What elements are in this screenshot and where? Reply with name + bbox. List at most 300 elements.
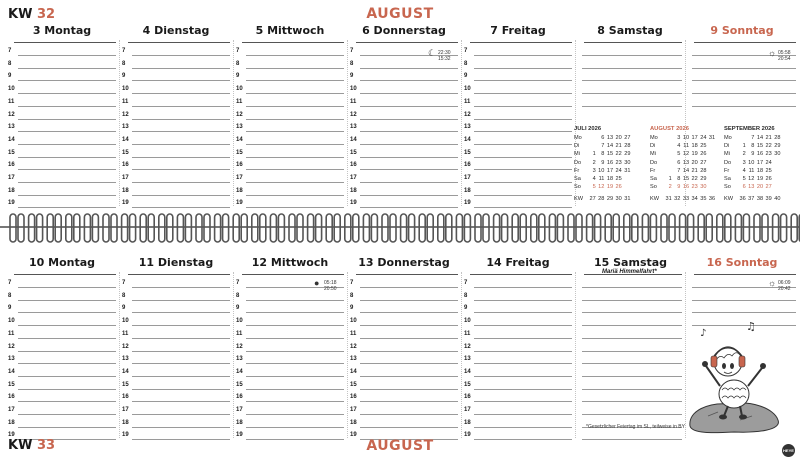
hour-line[interactable] — [18, 325, 116, 326]
calendar-day: 15 — [756, 143, 764, 150]
hour-line[interactable] — [360, 287, 458, 288]
weekday-label: Mi — [650, 151, 656, 158]
binding-ring — [130, 214, 136, 242]
calendar-day: 25 — [615, 176, 622, 183]
calendar-day: 28 — [700, 167, 707, 174]
hour-line[interactable] — [246, 144, 344, 145]
hour-label: 16 — [350, 394, 357, 401]
hour-label: 8 — [8, 292, 12, 299]
hour-line[interactable] — [474, 131, 572, 132]
hour-line[interactable] — [132, 119, 230, 120]
hour-line[interactable] — [132, 401, 230, 402]
mini-calendar-title: JULI 2026 — [574, 126, 602, 132]
hour-label: 15 — [464, 381, 471, 388]
hour-label: 13 — [236, 124, 243, 131]
hour-label: 19 — [350, 200, 357, 207]
hour-line[interactable] — [132, 80, 230, 81]
binding-ring — [363, 214, 369, 242]
week-number: 39 — [765, 196, 772, 203]
hour-line[interactable] — [246, 55, 344, 56]
hour-line[interactable] — [246, 300, 344, 301]
weekday-label: Do — [724, 159, 732, 166]
note-line[interactable] — [692, 80, 796, 81]
note-line[interactable] — [582, 338, 682, 339]
hour-line[interactable] — [246, 169, 344, 170]
hour-line[interactable] — [360, 389, 458, 390]
calendar-day: 11 — [598, 176, 605, 183]
binding-ring — [762, 214, 768, 242]
hour-line[interactable] — [360, 144, 458, 145]
note-line[interactable] — [582, 300, 682, 301]
calendar-day: 9 — [601, 159, 605, 166]
note-line[interactable] — [582, 351, 682, 352]
hour-line[interactable] — [132, 363, 230, 364]
hour-label: 11 — [8, 98, 15, 105]
hour-line[interactable] — [132, 300, 230, 301]
mini-calendar-grid — [574, 134, 630, 191]
hour-line[interactable] — [246, 401, 344, 402]
hour-line[interactable] — [474, 427, 572, 428]
weekday-label: So — [724, 184, 731, 191]
note-line[interactable] — [692, 312, 796, 313]
binding-ring — [717, 214, 723, 242]
note-line[interactable] — [692, 93, 796, 94]
hour-line[interactable] — [18, 363, 116, 364]
week-number: 31 — [665, 196, 672, 203]
binding-ring — [743, 214, 749, 242]
day-column — [236, 254, 344, 440]
hour-line[interactable] — [18, 351, 116, 352]
binding-ring — [167, 214, 173, 242]
hour-line[interactable] — [360, 325, 458, 326]
hour-line[interactable] — [360, 68, 458, 69]
hour-label: 19 — [236, 200, 243, 207]
hour-label: 16 — [236, 162, 243, 169]
hour-label: 18 — [8, 419, 15, 426]
calendar-day: 17 — [756, 159, 764, 166]
binding-ring — [475, 214, 481, 242]
hour-line[interactable] — [360, 376, 458, 377]
hour-line[interactable] — [246, 157, 344, 158]
hour-line[interactable] — [132, 376, 230, 377]
hour-line[interactable] — [474, 169, 572, 170]
hour-line[interactable] — [18, 312, 116, 313]
header-underline — [356, 274, 458, 275]
binding-ring — [446, 214, 452, 242]
hour-line[interactable] — [18, 119, 116, 120]
mini-calendar-grid — [724, 134, 780, 191]
hour-line[interactable] — [360, 80, 458, 81]
weekday-label: Mo — [650, 135, 658, 142]
hour-line[interactable] — [132, 312, 230, 313]
hour-line[interactable] — [360, 427, 458, 428]
week-number: 31 — [624, 196, 631, 203]
calendar-day: 14 — [682, 167, 690, 174]
hour-line[interactable] — [246, 325, 344, 326]
day-header: 4 Dienstag — [142, 24, 210, 37]
hour-line[interactable] — [132, 325, 230, 326]
binding-ring — [706, 214, 712, 242]
hour-line[interactable] — [360, 93, 458, 94]
hour-line[interactable] — [132, 144, 230, 145]
hour-line[interactable] — [246, 312, 344, 313]
calendar-day: 10 — [682, 135, 690, 142]
calendar-day: 8 — [601, 151, 605, 158]
hour-line[interactable] — [360, 312, 458, 313]
hour-line[interactable] — [246, 106, 344, 107]
calendar-day — [706, 183, 715, 191]
hour-label: 9 — [122, 73, 126, 80]
hour-line[interactable] — [246, 389, 344, 390]
hour-line[interactable] — [132, 389, 230, 390]
note-line[interactable] — [582, 401, 682, 402]
calendar-day — [663, 134, 672, 142]
note-line[interactable] — [692, 68, 796, 69]
hour-line[interactable] — [474, 55, 572, 56]
hour-label: 17 — [236, 407, 243, 413]
hour-line[interactable] — [132, 414, 230, 415]
hour-label: 12 — [236, 343, 243, 350]
hour-line[interactable] — [246, 68, 344, 69]
calendar-day: 20 — [756, 184, 764, 191]
hour-label: 19 — [464, 432, 471, 439]
hour-label: 12 — [464, 111, 471, 118]
hour-line[interactable] — [246, 131, 344, 132]
hour-line[interactable] — [360, 169, 458, 170]
calendar-day: 10 — [598, 167, 605, 174]
note-line[interactable] — [582, 106, 682, 107]
hour-label: 13 — [122, 124, 129, 131]
binding-ring — [308, 214, 314, 242]
calendar-day — [622, 175, 631, 183]
weekday-label: So — [650, 184, 657, 191]
hour-line[interactable] — [360, 106, 458, 107]
kw-label: KW — [650, 196, 660, 203]
day-column — [578, 254, 682, 440]
hour-line[interactable] — [360, 351, 458, 352]
hour-label: 13 — [122, 356, 129, 363]
hour-line[interactable] — [246, 376, 344, 377]
hour-line[interactable] — [474, 144, 572, 145]
calendar-day: 15 — [682, 176, 690, 183]
day-header: 16 Sonntag — [706, 256, 778, 269]
calendar-day: 12 — [598, 184, 605, 191]
binding-ring — [278, 214, 284, 242]
hour-line[interactable] — [246, 80, 344, 81]
calendar-day: 30 — [624, 159, 631, 166]
calendar-day: 29 — [700, 176, 707, 183]
hour-label: 7 — [122, 280, 126, 286]
note-line[interactable] — [582, 287, 682, 288]
hour-line[interactable] — [474, 182, 572, 183]
day-header: 8 Samstag — [597, 24, 663, 37]
hour-line[interactable] — [360, 182, 458, 183]
hour-line[interactable] — [132, 169, 230, 170]
hour-line[interactable] — [474, 376, 572, 377]
note-line[interactable] — [692, 106, 796, 107]
hour-label: 11 — [236, 330, 243, 337]
hour-line[interactable] — [18, 338, 116, 339]
hour-label: 9 — [122, 305, 126, 312]
binding-ring — [196, 214, 202, 242]
hour-line[interactable] — [474, 287, 572, 288]
hour-line[interactable] — [246, 338, 344, 339]
hour-line[interactable] — [132, 157, 230, 158]
hour-label: 9 — [464, 305, 468, 312]
calendar-day: 2 — [668, 184, 672, 191]
note-line[interactable] — [582, 389, 682, 390]
week-number: 36 — [708, 196, 716, 203]
hour-label: 8 — [350, 60, 354, 67]
hour-line[interactable] — [18, 68, 116, 69]
calendar-day — [587, 134, 596, 142]
binding-ring — [159, 214, 165, 242]
hour-label: 12 — [122, 343, 129, 350]
mini-calendar — [724, 126, 780, 204]
hour-line[interactable] — [360, 300, 458, 301]
binding-ring — [55, 214, 61, 242]
calendar-day: 2 — [742, 151, 746, 158]
hour-line[interactable] — [132, 351, 230, 352]
binding-ring — [531, 214, 537, 242]
hour-line[interactable] — [474, 414, 572, 415]
binding-ring — [605, 214, 611, 242]
hour-line[interactable] — [18, 80, 116, 81]
hour-line[interactable] — [18, 376, 116, 377]
hour-line[interactable] — [474, 312, 572, 313]
column-separator — [233, 272, 234, 438]
calendar-day: 1 — [742, 143, 746, 150]
hour-line[interactable] — [132, 427, 230, 428]
hour-line[interactable] — [474, 389, 572, 390]
hour-label: 9 — [350, 73, 354, 80]
calendar-day: 13 — [606, 135, 614, 142]
hour-line[interactable] — [474, 351, 572, 352]
note-line[interactable] — [582, 414, 682, 415]
hour-label: 18 — [8, 187, 15, 194]
sun-icon: ☼ — [768, 48, 777, 58]
hour-line[interactable] — [474, 300, 572, 301]
hour-label: 9 — [8, 73, 12, 80]
weekday-label: Do — [650, 159, 658, 166]
kw-label: KW — [8, 438, 33, 453]
hour-label: 19 — [350, 432, 357, 439]
hour-line[interactable] — [246, 119, 344, 120]
mini-calendar-title: SEPTEMBER 2026 — [724, 126, 775, 132]
calendar-day — [772, 175, 781, 183]
note-line[interactable] — [692, 300, 796, 301]
calendar-day: 21 — [615, 143, 622, 150]
hour-label: 16 — [8, 394, 15, 401]
note-line[interactable] — [582, 68, 682, 69]
hour-line[interactable] — [18, 157, 116, 158]
hour-label: 7 — [464, 280, 468, 286]
hour-line[interactable] — [360, 195, 458, 196]
column-separator — [119, 40, 120, 206]
hour-line[interactable] — [360, 414, 458, 415]
moon-times — [438, 50, 451, 62]
hour-line[interactable] — [132, 55, 230, 56]
hour-line[interactable] — [474, 157, 572, 158]
hour-line[interactable] — [18, 195, 116, 196]
hour-line[interactable] — [474, 106, 572, 107]
hour-label: 15 — [350, 381, 357, 388]
calendar-day — [706, 142, 715, 150]
weekday-label: Sa — [650, 176, 657, 183]
calendar-day: 24 — [700, 135, 707, 142]
calendar-day: 13 — [748, 184, 755, 191]
note-line[interactable] — [582, 55, 682, 56]
hour-line[interactable] — [18, 106, 116, 107]
column-separator — [461, 40, 462, 206]
hour-label: 9 — [350, 305, 354, 312]
hour-label: 14 — [350, 136, 357, 143]
hour-line[interactable] — [18, 414, 116, 415]
hour-label: 16 — [8, 162, 15, 169]
note-line[interactable] — [582, 312, 682, 313]
note-line[interactable] — [582, 376, 682, 377]
binding-ring — [698, 214, 704, 242]
hour-line[interactable] — [246, 93, 344, 94]
hour-line[interactable] — [360, 338, 458, 339]
calendar-day: 18 — [606, 176, 614, 183]
hour-line[interactable] — [132, 131, 230, 132]
hour-line[interactable] — [18, 401, 116, 402]
mini-calendar-grid — [650, 134, 715, 191]
hour-line[interactable] — [474, 195, 572, 196]
hour-line[interactable] — [18, 300, 116, 301]
hour-line[interactable] — [18, 182, 116, 183]
binding-ring — [512, 214, 518, 242]
binding-ring — [502, 214, 508, 242]
note-line[interactable] — [582, 363, 682, 364]
hour-line[interactable] — [474, 401, 572, 402]
hour-line[interactable] — [18, 287, 116, 288]
calendar-day: 30 — [700, 184, 707, 191]
calendar-day — [663, 159, 672, 167]
binding-ring — [438, 214, 444, 242]
binding-ring — [587, 214, 593, 242]
hour-line[interactable] — [132, 106, 230, 107]
hour-line[interactable] — [18, 389, 116, 390]
hour-line[interactable] — [246, 351, 344, 352]
binding-ring — [754, 214, 760, 242]
hour-label: 8 — [464, 60, 468, 67]
hour-line[interactable] — [246, 182, 344, 183]
binding-ring — [345, 214, 351, 242]
mini-calendar-title: AUGUST 2026 — [650, 126, 689, 132]
hour-line[interactable] — [18, 169, 116, 170]
calendar-day: 4 — [592, 176, 596, 183]
hour-line[interactable] — [132, 338, 230, 339]
set-time: 20:50 — [324, 286, 337, 292]
hour-line[interactable] — [132, 93, 230, 94]
hour-line[interactable] — [132, 182, 230, 183]
hour-line[interactable] — [474, 338, 572, 339]
hour-line[interactable] — [474, 363, 572, 364]
full-moon-icon: ● — [314, 278, 320, 288]
hour-line[interactable] — [246, 363, 344, 364]
hour-line[interactable] — [246, 414, 344, 415]
calendar-day: 5 — [592, 184, 596, 191]
hour-line[interactable] — [132, 287, 230, 288]
hour-line[interactable] — [132, 68, 230, 69]
header-underline — [694, 274, 796, 275]
binding-ring — [47, 214, 53, 242]
hour-label: 19 — [236, 432, 243, 439]
hour-label: 12 — [8, 111, 15, 118]
binding-ring — [642, 214, 648, 242]
note-line[interactable] — [582, 325, 682, 326]
calendar-day: 16 — [606, 159, 614, 166]
hour-line[interactable] — [360, 131, 458, 132]
hour-line[interactable] — [474, 93, 572, 94]
calendar-day: 3 — [677, 135, 681, 142]
hour-line[interactable] — [18, 427, 116, 428]
hour-label: 8 — [464, 292, 468, 299]
mini-calendar-weeks — [724, 195, 780, 203]
day-header: 5 Mittwoch — [255, 24, 325, 37]
hour-label: 12 — [122, 111, 129, 118]
hour-label: 12 — [464, 343, 471, 350]
hour-line[interactable] — [360, 119, 458, 120]
note-line[interactable] — [582, 93, 682, 94]
hour-line[interactable] — [18, 55, 116, 56]
hour-label: 17 — [8, 407, 15, 413]
hour-line[interactable] — [246, 427, 344, 428]
binding-ring — [483, 214, 489, 242]
hour-line[interactable] — [246, 195, 344, 196]
binding-ring — [252, 214, 258, 242]
weekday-label: Di — [574, 143, 580, 150]
hour-line[interactable] — [18, 144, 116, 145]
hour-line[interactable] — [132, 195, 230, 196]
hour-line[interactable] — [474, 325, 572, 326]
binding-ring — [773, 214, 779, 242]
hour-label: 9 — [464, 73, 468, 80]
binding-ring — [539, 214, 545, 242]
binding-ring — [92, 214, 98, 242]
column-separator — [461, 272, 462, 438]
day-column — [8, 22, 116, 208]
calendar-day: 24 — [615, 167, 622, 174]
calendar-day: 18 — [691, 143, 698, 150]
header-underline — [14, 42, 116, 43]
hour-label: 10 — [464, 86, 471, 93]
column-separator — [233, 40, 234, 206]
kw-label: KW — [574, 196, 584, 203]
hour-label: 13 — [8, 356, 15, 363]
hour-line[interactable] — [474, 68, 572, 69]
hour-line[interactable] — [18, 93, 116, 94]
hour-line[interactable] — [474, 119, 572, 120]
moon-times — [778, 50, 791, 62]
weekday-label: So — [574, 184, 581, 191]
weekday-label: Di — [724, 143, 730, 150]
hour-label: 13 — [464, 124, 471, 131]
calendar-day: 4 — [677, 143, 681, 150]
hour-label: 13 — [350, 124, 357, 131]
hour-line[interactable] — [474, 80, 572, 81]
calendar-day: 22 — [615, 151, 622, 158]
note-line[interactable] — [582, 80, 682, 81]
hour-line[interactable] — [360, 363, 458, 364]
hour-line[interactable] — [18, 131, 116, 132]
mini-calendar-weeks — [574, 195, 630, 203]
hour-line[interactable] — [360, 157, 458, 158]
calendar-day — [772, 159, 781, 167]
hour-line[interactable] — [360, 401, 458, 402]
